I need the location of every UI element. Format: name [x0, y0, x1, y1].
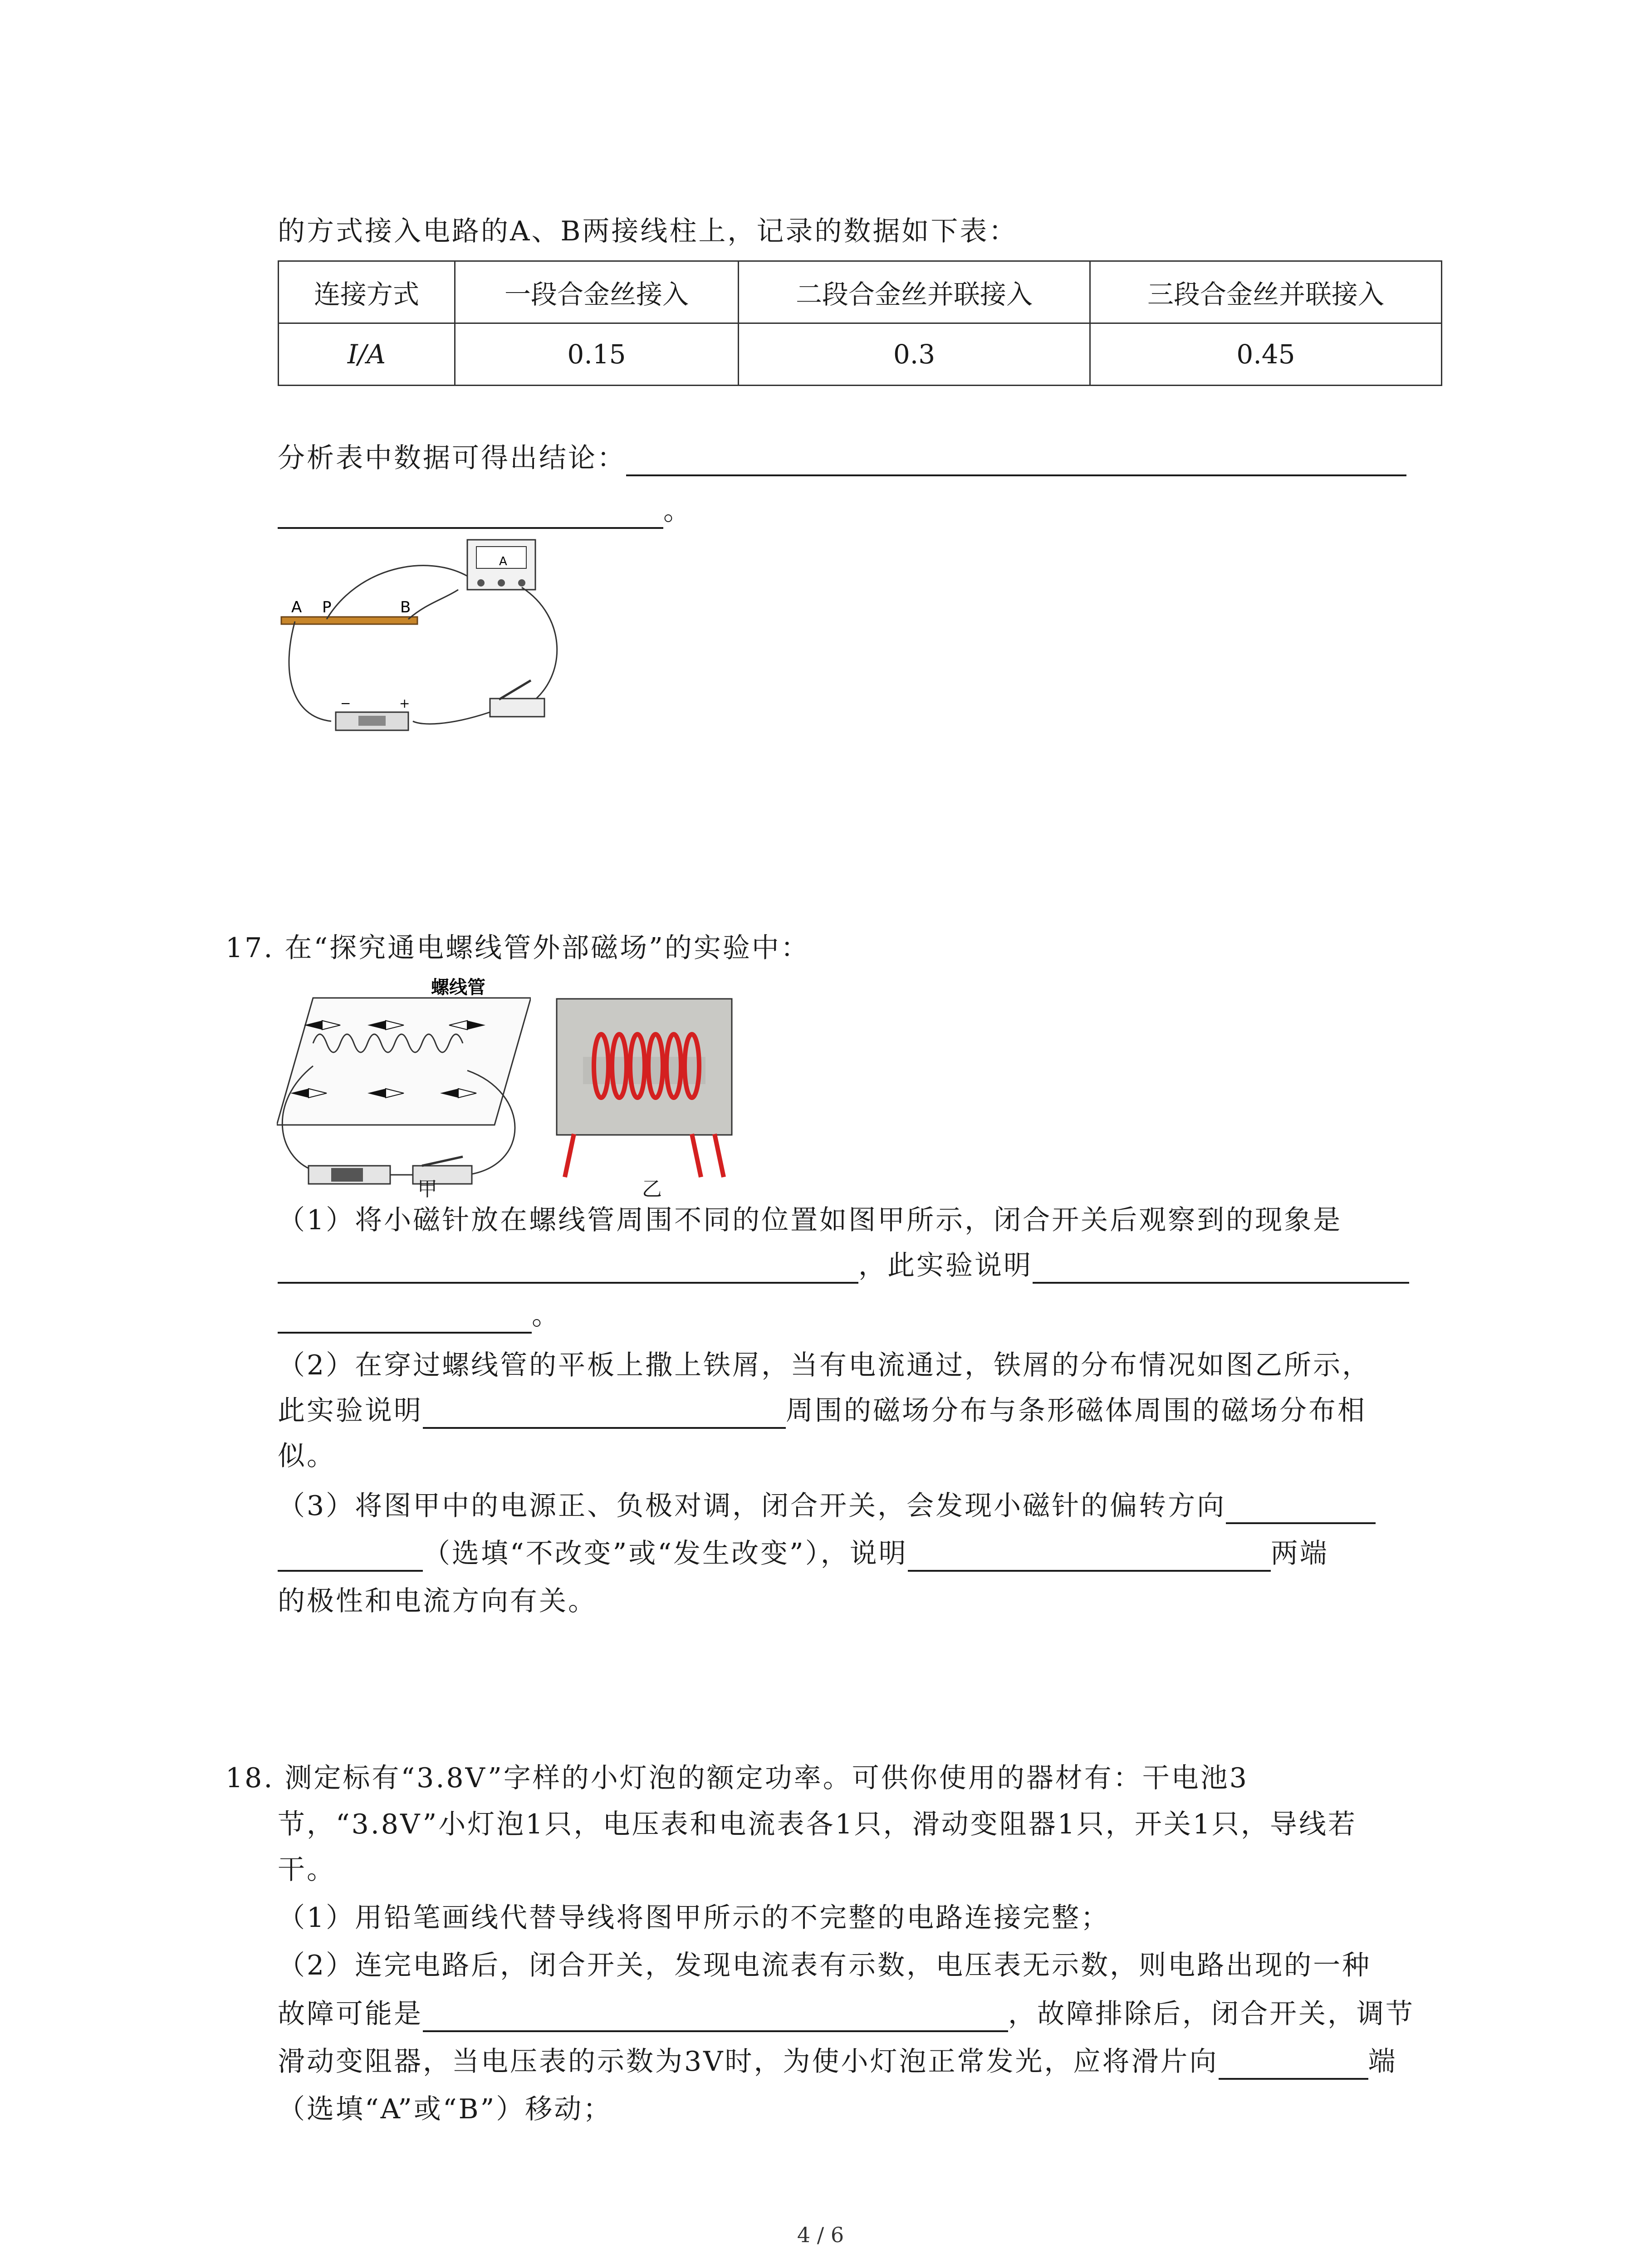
- q18-p2-line1: （2）连完电路后，闭合开关，发现电流表有示数，电压表无示数，则电路出现的一种: [278, 1950, 1372, 1981]
- answer-blank[interactable]: [423, 1397, 786, 1429]
- q17-p1-mid: ，此实验说明: [858, 1250, 1033, 1281]
- q18-line2: 节，“3.8V”小灯泡1只，电压表和电流表各1只，滑动变阻器1只，开关1只，导线若: [278, 1809, 1357, 1840]
- q17-p3-end: 两端: [1270, 1538, 1329, 1569]
- answer-blank[interactable]: [1033, 1252, 1409, 1284]
- q17-p3-line3: 的极性和电流方向有关。: [278, 1585, 597, 1617]
- q18-p2-line2: [278, 1996, 1415, 2032]
- table-header-cell: 三段合金丝并联接入: [1090, 261, 1442, 323]
- q18-p2-line3: [278, 2043, 1397, 2080]
- page-number: 4 / 6: [797, 2223, 844, 2247]
- label-p: P: [322, 598, 332, 616]
- label-a: A: [291, 598, 302, 616]
- q18-stem-line1: 测定标有“3.8V”字样的小灯泡的额定功率。可供你使用的器材有：干电池3: [284, 1762, 1249, 1794]
- answer-blank[interactable]: [908, 1540, 1271, 1572]
- q17-p3-mid: （选填“不改变”或“发生改变”），说明: [423, 1538, 908, 1569]
- alloy-wire-board: [281, 617, 417, 624]
- q17-p1-line2: [278, 1247, 1409, 1284]
- ammeter-label: A: [499, 555, 507, 568]
- q17-p3-line1-text: （3）将图甲中的电源正、负极对调，闭合开关，会发现小磁针的偏转方向: [278, 1490, 1226, 1522]
- end-mark: 。: [663, 495, 692, 527]
- q17-p3-line2: [278, 1535, 1329, 1572]
- answer-blank[interactable]: [626, 445, 1406, 476]
- q17-p2-line2: [278, 1393, 1367, 1429]
- answer-blank[interactable]: [278, 1252, 858, 1284]
- question-number: 18.: [225, 1762, 274, 1794]
- table-cell: 0.15: [455, 323, 739, 386]
- table-cell: I/A: [279, 323, 455, 386]
- table-row: [279, 323, 1442, 386]
- table-cell: 0.45: [1090, 323, 1442, 386]
- solenoid-label: 螺线管: [431, 977, 485, 998]
- table-header-cell: 二段合金丝并联接入: [739, 261, 1090, 323]
- board: [277, 998, 531, 1125]
- answer-blank[interactable]: [1226, 1492, 1376, 1524]
- q17-stem: 在“探究通电螺线管外部磁场”的实验中：: [284, 932, 810, 964]
- q16-intro: 的方式接入电路的A、B两接线柱上，记录的数据如下表：: [278, 215, 1018, 247]
- q16-conclusion-prefix: 分析表中数据可得出结论：: [278, 442, 626, 474]
- q18-p2-suffix: ，故障排除后，闭合开关，调节: [1008, 1998, 1415, 2030]
- question-number: 17.: [225, 932, 274, 964]
- svg-text:−: −: [340, 696, 351, 711]
- caption-yi: 乙: [642, 1178, 662, 1201]
- table-header-row: [279, 261, 1442, 323]
- q17-p1-line3: [278, 1297, 561, 1334]
- q17-p2-suffix: 周围的磁场分布与条形磁体周围的磁场分布相: [786, 1395, 1367, 1427]
- table-header-cell: 一段合金丝接入: [455, 261, 739, 323]
- svg-text:+: +: [399, 696, 410, 711]
- caption-jia: 甲: [417, 1178, 437, 1201]
- q18-p2-prefix: 故障可能是: [278, 1998, 423, 2030]
- solenoid-figure-jia: [277, 975, 531, 1198]
- q18-p2-line3-suffix: 端: [1368, 2046, 1397, 2077]
- circuit-figure-q16: [277, 526, 576, 744]
- data-table: [278, 260, 1442, 386]
- q16-conclusion-line2: [278, 493, 692, 529]
- q18-line1: [225, 1760, 1249, 1796]
- q17-p3-line1: [278, 1488, 1376, 1524]
- table-header-cell: 连接方式: [279, 261, 455, 323]
- q17-p2-prefix: 此实验说明: [278, 1395, 423, 1427]
- switch: [490, 699, 544, 717]
- q17-p1-line1: （1）将小磁针放在螺线管周围不同的位置如图甲所示，闭合开关后观察到的现象是: [278, 1204, 1342, 1236]
- answer-blank[interactable]: [278, 1302, 532, 1334]
- q17-p2-line1: （2）在穿过螺线管的平板上撒上铁屑，当有电流通过，铁屑的分布情况如图乙所示，: [278, 1349, 1372, 1381]
- end-mark: 。: [532, 1300, 561, 1331]
- q18-line3: 干。: [278, 1854, 336, 1886]
- label-b: B: [400, 598, 411, 616]
- answer-blank[interactable]: [278, 1540, 423, 1572]
- q18-p2-line3-prefix: 滑动变阻器，当电压表的示数为3V时，为使小灯泡正常发光，应将滑片向: [278, 2046, 1219, 2077]
- answer-blank[interactable]: [423, 2000, 1008, 2032]
- q18-p1: （1）用铅笔画线代替导线将图甲所示的不完整的电路连接完整；: [278, 1902, 1110, 1934]
- answer-blank[interactable]: [278, 497, 663, 529]
- iron-filings-figure-yi: [556, 998, 733, 1179]
- table-cell: 0.3: [739, 323, 1090, 386]
- q17-stem-line: [225, 930, 810, 966]
- q17-p2-line3: 似。: [278, 1440, 336, 1472]
- answer-blank[interactable]: [1219, 2048, 1368, 2080]
- q16-conclusion-line: [278, 440, 1406, 476]
- q18-p2-line4: （选填“A”或“B”）移动；: [278, 2093, 612, 2125]
